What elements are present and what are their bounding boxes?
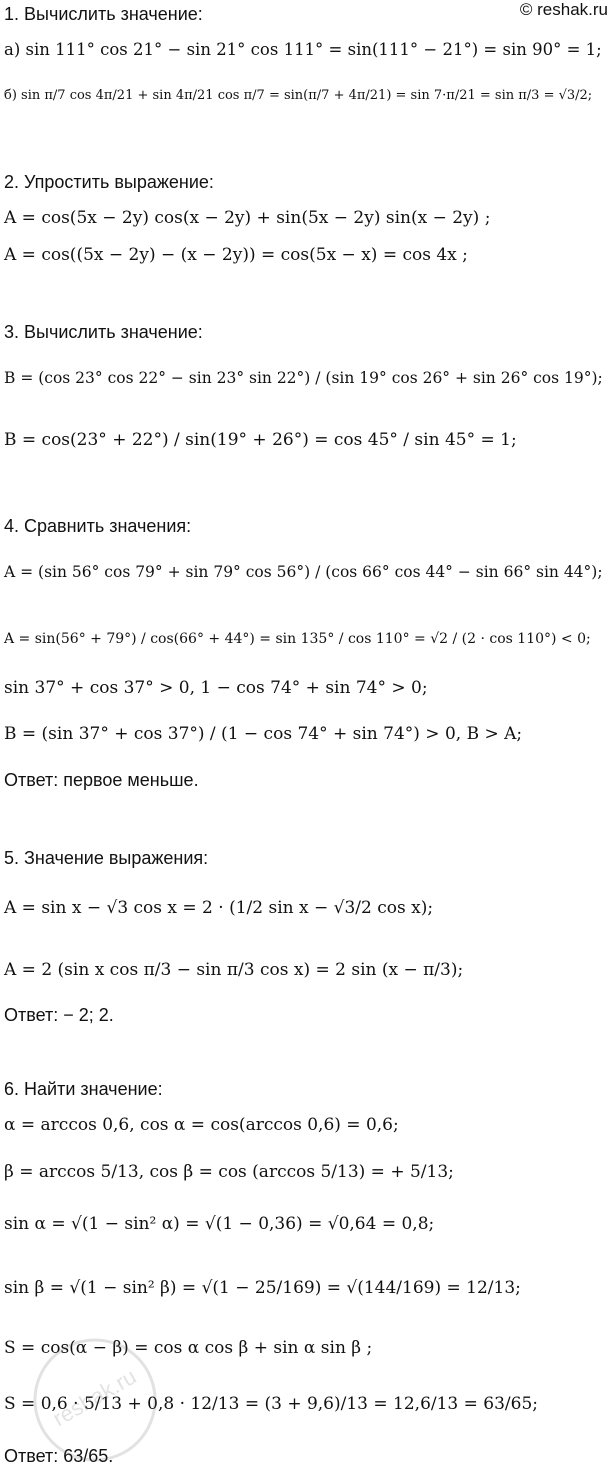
section-4-line-b: A = sin(56° + 79°) / cos(66° + 44°) = sin 135° / cos 110° = √2 / (2 · cos 110°) < 0; <box>4 631 591 647</box>
section-4-line-c: sin 37° + cos 37° > 0, 1 − cos 74° + sin 74° > 0; <box>4 678 428 698</box>
site-watermark: © reshak.ru <box>519 0 608 19</box>
section-6-line-e: S = cos(α − β) = cos α cos β + sin α sin β ; <box>4 1338 373 1358</box>
section-6-line-a: α = arccos 0,6, cos α = cos(arccos 0,6) = 0,6; <box>4 1115 399 1135</box>
section-1-heading: 1. Вычислить значение: <box>4 4 203 24</box>
watermark-logo-text: reshak.ru <box>48 1363 141 1432</box>
section-6-line-b: β = arccos 5/13, cos β = cos (arccos 5/13) = + 5/13; <box>4 1162 454 1182</box>
section-5-answer: Ответ: − 2; 2. <box>4 1005 114 1025</box>
section-5-line-b: A = 2 (sin x cos π/3 − sin π/3 cos x) = 2 sin (x − π/3); <box>4 960 464 980</box>
section-3-line-a: B = (cos 23° cos 22° − sin 23° sin 22°) / (sin 19° cos 26° + sin 26° cos 19°); <box>4 369 603 387</box>
section-6-line-c: sin α = √(1 − sin² α) = √(1 − 0,36) = √0,64 = 0,8; <box>4 1214 435 1234</box>
section-1-line-a: а) sin 111° cos 21° − sin 21° cos 111° = sin(111° − 21°) = sin 90° = 1; <box>4 40 602 59</box>
section-4-line-a: A = (sin 56° cos 79° + sin 79° cos 56°) / (cos 66° cos 44° − sin 66° sin 44°); <box>4 563 603 581</box>
section-3-heading: 3. Вычислить значение: <box>4 322 203 342</box>
section-6-answer: Ответ: 63/65. <box>4 1446 114 1466</box>
section-2-line-a: A = cos(5x − 2y) cos(x − 2y) + sin(5x − 2y) sin(x − 2y) ; <box>4 208 491 228</box>
section-1-line-b: б) sin π/7 cos 4π/21 + sin 4π/21 cos π/7 = sin(π/7 + 4π/21) = sin 7·π/21 = sin π/3 = √3/2; <box>4 88 593 103</box>
section-5-heading: 5. Значение выражения: <box>4 848 209 868</box>
section-6-line-d: sin β = √(1 − sin² β) = √(1 − 25/169) = √(144/169) = 12/13; <box>4 1278 521 1298</box>
section-4-line-d: B = (sin 37° + cos 37°) / (1 − cos 74° + sin 74°) > 0, B > A; <box>4 724 523 744</box>
section-6-heading: 6. Найти значение: <box>4 1079 163 1099</box>
section-2-line-b: A = cos((5x − 2y) − (x − 2y)) = cos(5x − x) = cos 4x ; <box>4 245 468 265</box>
section-4-answer: Ответ: первое меньше. <box>4 770 199 790</box>
section-6-line-f: S = 0,6 · 5/13 + 0,8 · 12/13 = (3 + 9,6)/13 = 12,6/13 = 63/65; <box>4 1394 539 1414</box>
section-2-heading: 2. Упростить выражение: <box>4 172 214 192</box>
section-5-line-a: A = sin x − √3 cos x = 2 · (1/2 sin x − √3/2 cos x); <box>4 898 434 918</box>
section-4-heading: 4. Сравнить значения: <box>4 516 192 536</box>
section-3-line-b: B = cos(23° + 22°) / sin(19° + 26°) = cos 45° / sin 45° = 1; <box>4 430 517 450</box>
reshak-watermark-logo <box>20 1330 170 1470</box>
